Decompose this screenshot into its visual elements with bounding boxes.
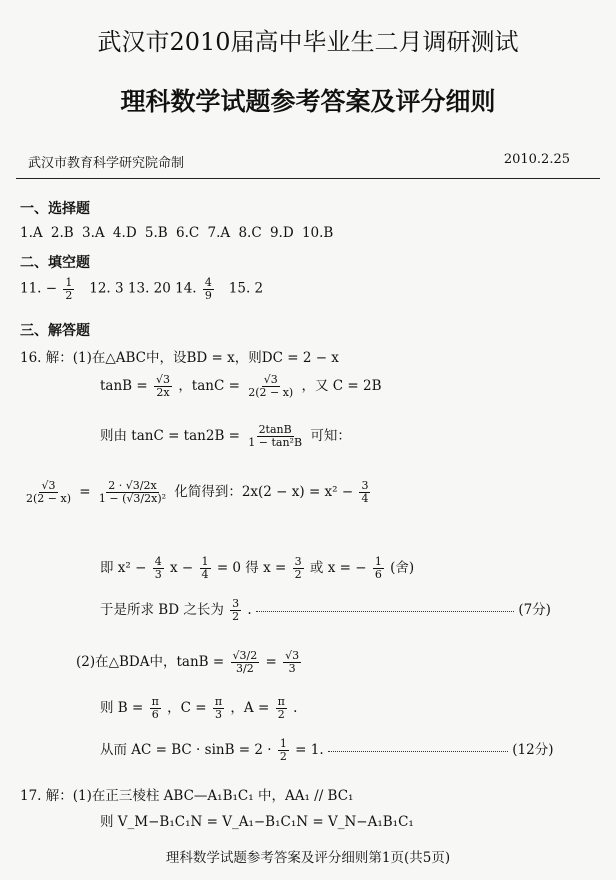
title-line-1: 武汉市2010届高中毕业生二月调研测试: [97, 28, 519, 56]
fill-answers: 11. − $\frac{1}{2}$ 12. 3 13. 20 14. $\frac{4}{9}$ 15. 2: [20, 276, 264, 302]
q11-label: 11. −: [20, 280, 58, 297]
q16-line-1: 16. 解：(1)在△ABC中，设BD = x，则DC = 2 − x: [20, 350, 339, 366]
title-line-2: 理科数学试题参考答案及评分细则: [120, 87, 496, 116]
q17-line-2: 则 V_M−B₁C₁N = V_A₁−B₁C₁N = V_N−A₁B₁C₁: [100, 814, 414, 830]
dot-leader: [328, 750, 508, 752]
section-heading-fill: 二、填空题: [20, 255, 90, 271]
q16-line-8: 则 B = $\frac{\pi}{6}$ ，C = $\frac{\pi}{3}$ ，A = $\frac{\pi}{2}$ .: [100, 695, 298, 721]
section-heading-choice: 一、选择题: [20, 201, 90, 217]
q16-line-3: 则由 tanC = tan2B = $\frac{2\tan B}{\text{1 − tan²B}}$ 可知：: [100, 423, 351, 449]
q16-line-6: 于是所求 BD 之长为 $\frac{3}{2}$ . (7分): [100, 597, 551, 623]
q15: 15. 2: [228, 280, 264, 297]
header-divider: [16, 178, 600, 179]
section-heading-solve: 三、解答题: [20, 323, 90, 339]
q16-line-4: $\frac{√3}{2(2 - x)}$ = $\frac{2 \cdot √3/2x}{\text{1 − (√3/2x)²}}$ 化简得到：2x(2 − x) = x² − $\frac{3}{4}$: [26, 479, 369, 505]
issuer: 武汉市教育科学研究院命制: [28, 156, 185, 171]
score-12: (12分): [512, 742, 554, 758]
page-footer: 理科数学试题参考答案及评分细则第1页(共5页): [165, 850, 451, 866]
q12-13: 12. 3 13. 20 14.: [89, 280, 197, 297]
q16-line-7: (2)在△BDA中，tanB = $\frac{√3/2}{3/2}$ = $\frac{√3}{3}$: [76, 649, 300, 675]
q16-line-9: 从而 AC = BC · sinB = 2 · $\frac{1}{2}$ = 1. (12分): [100, 737, 554, 763]
date: 2010.2.25: [503, 152, 570, 167]
dot-leader: [256, 610, 514, 612]
q16-line-5: 即 x² − $\frac{4}{3}$ x − $\frac{1}{4}$ = 0 得 x = $\frac{3}{2}$ 或 x = − $\frac{1}{6}$ (舍): [100, 555, 415, 581]
choice-answers: 1.A 2.B 3.A 4.D 5.B 6.C 7.A 8.C 9.D 10.B: [20, 225, 334, 241]
q17-line-1: 17. 解：(1)在正三棱柱 ABC—A₁B₁C₁ 中，AA₁ // BC₁: [20, 788, 354, 804]
q16-line-2: tanB = $\frac{√3}{2x}$ ，tanC = $\frac{√3}{2(2 - x)}$ ，又 C = 2B: [100, 373, 382, 399]
score-7: (7分): [518, 602, 551, 618]
